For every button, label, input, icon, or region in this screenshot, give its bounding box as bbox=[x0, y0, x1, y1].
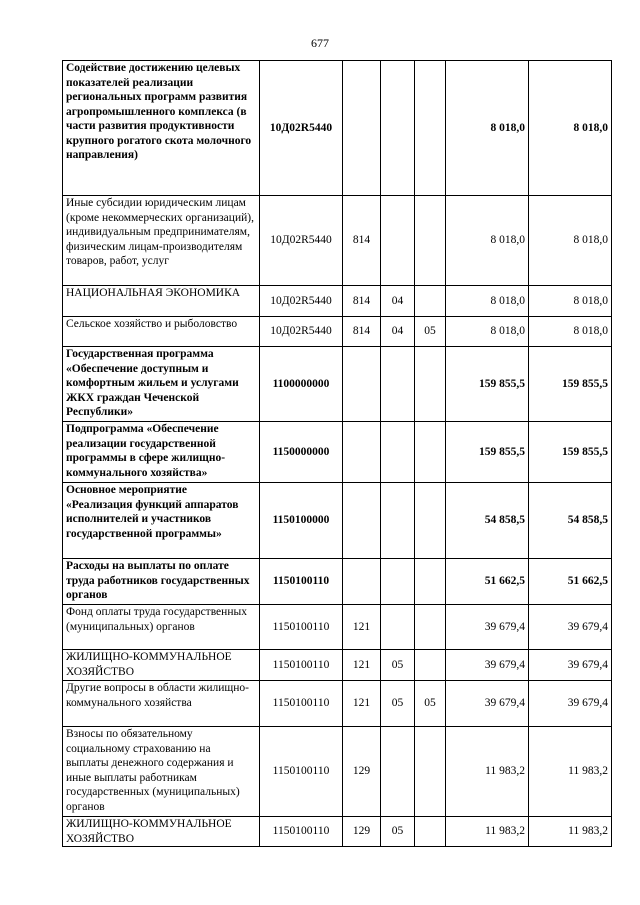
amount-1: 54 858,5 bbox=[446, 483, 529, 559]
subsection bbox=[415, 727, 446, 817]
section: 05 bbox=[381, 681, 415, 727]
expense-type: 121 bbox=[343, 605, 381, 650]
expense-type bbox=[343, 347, 381, 422]
table-row bbox=[63, 483, 612, 559]
section bbox=[381, 347, 415, 422]
budget-table-body bbox=[63, 61, 612, 847]
row-name: Государственная программа «Обеспечение доступным и комфортным жильем и услугами ЖКХ граждан Чеченской Республики» bbox=[63, 347, 260, 422]
amount-1: 159 855,5 bbox=[446, 347, 529, 422]
table-row bbox=[63, 681, 612, 727]
row-name: Содействие достижению целевых показателей реализации региональных программ развития агропромышленного комплекса (в части развития продуктивности крупного рогатого скота молочного направления) bbox=[63, 61, 260, 196]
amount-1: 39 679,4 bbox=[446, 681, 529, 727]
section: 04 bbox=[381, 286, 415, 317]
target-code: 1150100110 bbox=[260, 605, 343, 650]
target-code: 1100000000 bbox=[260, 347, 343, 422]
amount-2: 11 983,2 bbox=[529, 817, 612, 847]
amount-2: 39 679,4 bbox=[529, 605, 612, 650]
subsection bbox=[415, 286, 446, 317]
target-code: 1150100110 bbox=[260, 681, 343, 727]
amount-1: 39 679,4 bbox=[446, 605, 529, 650]
expense-type: 121 bbox=[343, 650, 381, 681]
expense-type: 129 bbox=[343, 727, 381, 817]
subsection bbox=[415, 817, 446, 847]
row-name: Иные субсидии юридическим лицам (кроме некоммерческих организаций), индивидуальным предпринимателям, физическим лицам-производителям товаров, работ, услуг bbox=[63, 196, 260, 286]
target-code: 1150100110 bbox=[260, 559, 343, 605]
table-row bbox=[63, 196, 612, 286]
target-code: 1150100110 bbox=[260, 817, 343, 847]
row-name: Сельское хозяйство и рыболовство bbox=[63, 317, 260, 347]
row-name: ЖИЛИЩНО-КОММУНАЛЬНОЕ ХОЗЯЙСТВО bbox=[63, 650, 260, 681]
expense-type: 814 bbox=[343, 196, 381, 286]
amount-2: 11 983,2 bbox=[529, 727, 612, 817]
section bbox=[381, 61, 415, 196]
amount-2: 8 018,0 bbox=[529, 286, 612, 317]
subsection: 05 bbox=[415, 317, 446, 347]
row-name: Другие вопросы в области жилищно-коммунального хозяйства bbox=[63, 681, 260, 727]
amount-2: 54 858,5 bbox=[529, 483, 612, 559]
section bbox=[381, 559, 415, 605]
page-number: 677 bbox=[311, 36, 329, 50]
target-code: 10Д02R5440 bbox=[260, 196, 343, 286]
amount-1: 159 855,5 bbox=[446, 422, 529, 483]
target-code: 1150100110 bbox=[260, 650, 343, 681]
subsection bbox=[415, 422, 446, 483]
row-name: Подпрограмма «Обеспечение реализации государственной программы в сфере жилищно-коммунального хозяйства» bbox=[63, 422, 260, 483]
expense-type: 121 bbox=[343, 681, 381, 727]
amount-2: 8 018,0 bbox=[529, 196, 612, 286]
target-code: 10Д02R5440 bbox=[260, 286, 343, 317]
section bbox=[381, 422, 415, 483]
table-row bbox=[63, 605, 612, 650]
section bbox=[381, 605, 415, 650]
subsection bbox=[415, 559, 446, 605]
row-name: НАЦИОНАЛЬНАЯ ЭКОНОМИКА bbox=[63, 286, 260, 317]
section: 05 bbox=[381, 817, 415, 847]
table-row bbox=[63, 347, 612, 422]
expense-type bbox=[343, 422, 381, 483]
section: 04 bbox=[381, 317, 415, 347]
subsection bbox=[415, 605, 446, 650]
table-row bbox=[63, 61, 612, 196]
amount-2: 39 679,4 bbox=[529, 650, 612, 681]
row-name: Основное мероприятие «Реализация функций аппаратов исполнителей и участников государственной программы» bbox=[63, 483, 260, 559]
amount-2: 159 855,5 bbox=[529, 347, 612, 422]
amount-1: 11 983,2 bbox=[446, 817, 529, 847]
target-code: 10Д02R5440 bbox=[260, 317, 343, 347]
amount-2: 159 855,5 bbox=[529, 422, 612, 483]
amount-1: 8 018,0 bbox=[446, 317, 529, 347]
row-name: ЖИЛИЩНО-КОММУНАЛЬНОЕ ХОЗЯЙСТВО bbox=[63, 817, 260, 847]
amount-1: 8 018,0 bbox=[446, 286, 529, 317]
subsection bbox=[415, 483, 446, 559]
table-row bbox=[63, 286, 612, 317]
section bbox=[381, 196, 415, 286]
expense-type: 129 bbox=[343, 817, 381, 847]
subsection bbox=[415, 196, 446, 286]
amount-1: 39 679,4 bbox=[446, 650, 529, 681]
subsection bbox=[415, 347, 446, 422]
subsection: 05 bbox=[415, 681, 446, 727]
subsection bbox=[415, 61, 446, 196]
table-row bbox=[63, 727, 612, 817]
table-row bbox=[63, 422, 612, 483]
row-name: Расходы на выплаты по оплате труда работников государственных органов bbox=[63, 559, 260, 605]
section bbox=[381, 727, 415, 817]
target-code: 10Д02R5440 bbox=[260, 61, 343, 196]
amount-1: 8 018,0 bbox=[446, 61, 529, 196]
table-row bbox=[63, 317, 612, 347]
expense-type bbox=[343, 559, 381, 605]
expense-type bbox=[343, 483, 381, 559]
subsection bbox=[415, 650, 446, 681]
amount-2: 39 679,4 bbox=[529, 681, 612, 727]
expense-type bbox=[343, 61, 381, 196]
table-row bbox=[63, 559, 612, 605]
section bbox=[381, 483, 415, 559]
amount-1: 51 662,5 bbox=[446, 559, 529, 605]
row-name: Фонд оплаты труда государственных (муниципальных) органов bbox=[63, 605, 260, 650]
target-code: 1150000000 bbox=[260, 422, 343, 483]
amount-2: 8 018,0 bbox=[529, 61, 612, 196]
expense-type: 814 bbox=[343, 317, 381, 347]
amount-2: 51 662,5 bbox=[529, 559, 612, 605]
expense-type: 814 bbox=[343, 286, 381, 317]
row-name: Взносы по обязательному социальному страхованию на выплаты денежного содержания и иные выплаты работникам государственных (муниципальных) органов bbox=[63, 727, 260, 817]
table-row bbox=[63, 817, 612, 847]
amount-1: 11 983,2 bbox=[446, 727, 529, 817]
section: 05 bbox=[381, 650, 415, 681]
target-code: 1150100110 bbox=[260, 727, 343, 817]
amount-1: 8 018,0 bbox=[446, 196, 529, 286]
budget-table bbox=[62, 60, 612, 847]
amount-2: 8 018,0 bbox=[529, 317, 612, 347]
target-code: 1150100000 bbox=[260, 483, 343, 559]
table-row bbox=[63, 650, 612, 681]
